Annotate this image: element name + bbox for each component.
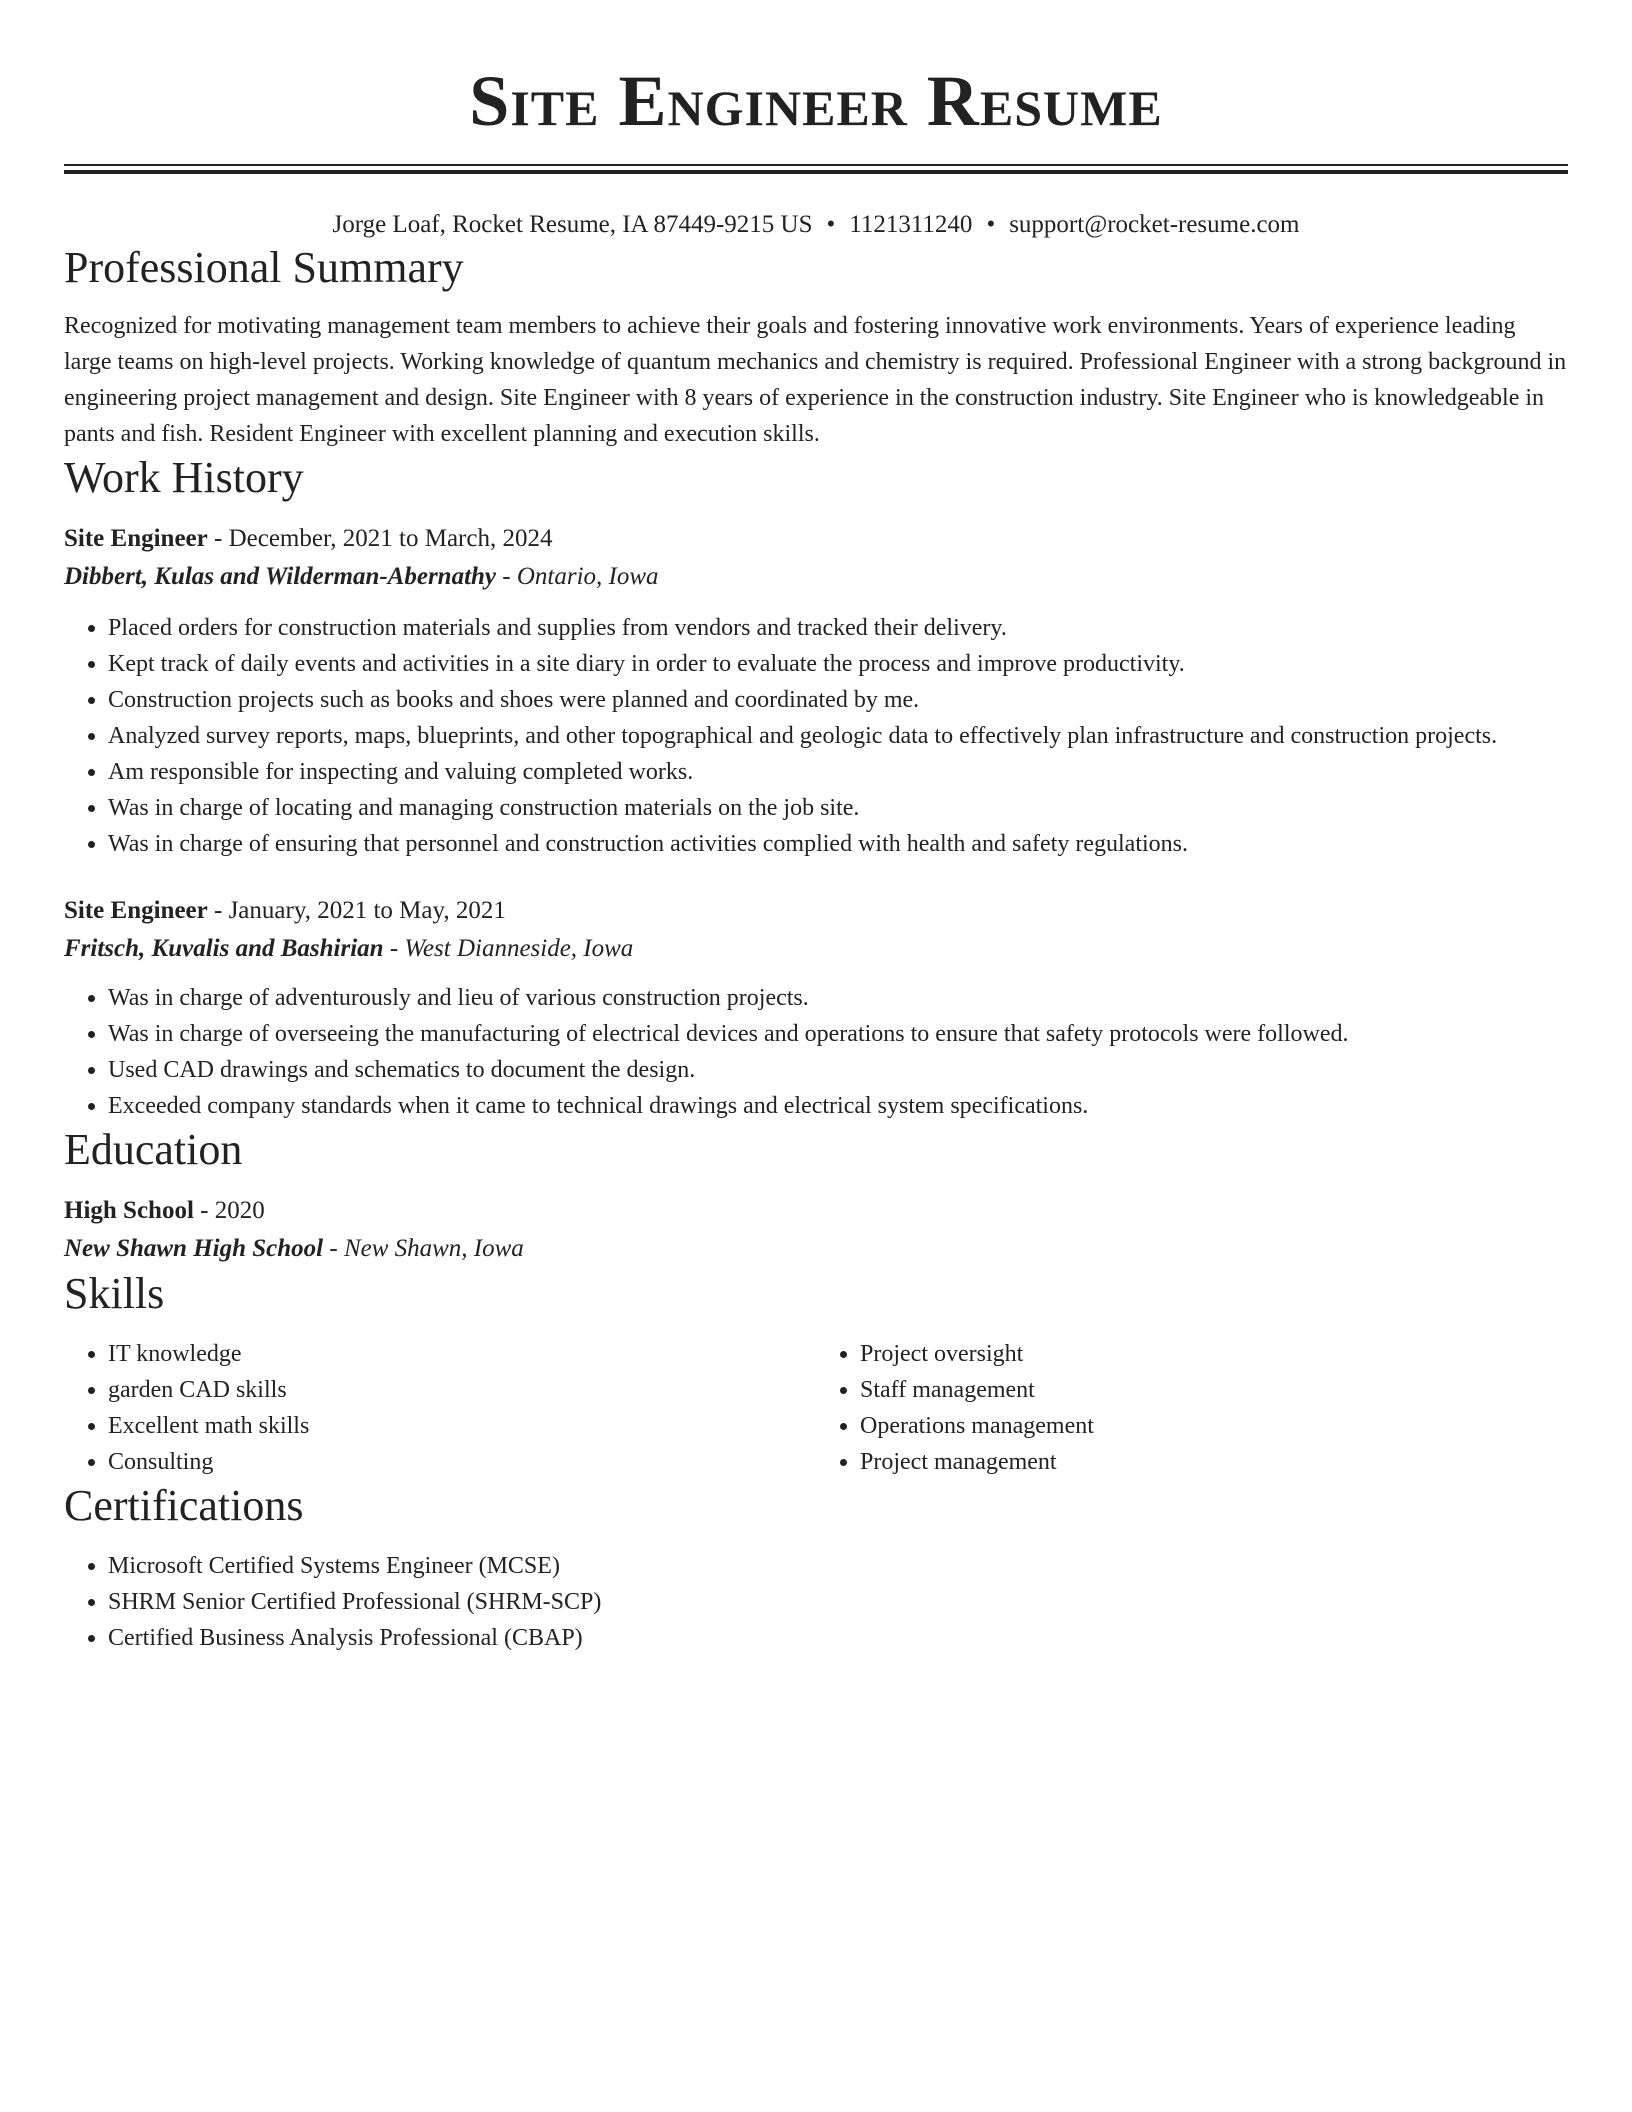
list-item: • Was in charge of ensuring that personnel and construction activities complied with health and safety regulations. (108, 826, 1568, 862)
job-location: West Dianneside, Iowa (404, 935, 634, 962)
job-entry (64, 892, 1568, 1124)
contact-email: support@rocket-resume.com (1009, 211, 1300, 238)
list-item: • Exceeded company standards when it came to technical drawings and electrical system specifications. (108, 1088, 1568, 1124)
list-item: • Am responsible for inspecting and valuing completed works. (108, 754, 1568, 790)
job-company: Dibbert, Kulas and Wilderman-Abernathy (64, 563, 497, 590)
skill-item: • Consulting (108, 1444, 816, 1480)
skills-heading: Skills (64, 1269, 165, 1318)
job-dash: - (383, 935, 405, 962)
skill-item: • Project management (860, 1444, 1568, 1480)
job-title: Site Engineer (64, 525, 208, 552)
contact-address: Jorge Loaf, Rocket Resume, IA 87449-9215 US (332, 211, 813, 238)
skills-list-right (816, 1336, 1568, 1480)
education-school: New Shawn High School (64, 1235, 324, 1262)
work-history-heading: Work History (64, 453, 304, 502)
certification-item: • SHRM Senior Certified Professional (SHRM-SCP) (108, 1584, 1568, 1620)
title-divider (64, 164, 1568, 174)
job-dates: January, 2021 to May, 2021 (228, 897, 506, 924)
skills-list-left (64, 1336, 816, 1480)
job-title: Site Engineer (64, 897, 208, 924)
job-entry (64, 520, 1568, 862)
job-dash: - (207, 525, 229, 552)
job-location: Ontario, Iowa (516, 563, 659, 590)
certifications-list (64, 1548, 1568, 1656)
job-dates: December, 2021 to March, 2024 (228, 525, 553, 552)
list-item: • Was in charge of locating and managing construction materials on the job site. (108, 790, 1568, 826)
education-degree-line (64, 1192, 1568, 1230)
contact-phone: 1121311240 (849, 211, 973, 238)
contact-line (64, 208, 1568, 242)
skill-item: • Staff management (860, 1372, 1568, 1408)
job-company-line (64, 930, 1568, 968)
list-item: • Construction projects such as books and shoes were planned and coordinated by me. (108, 682, 1568, 718)
job-company: Fritsch, Kuvalis and Bashirian (64, 935, 384, 962)
job-bullet-list (64, 980, 1568, 1124)
education-school-line (64, 1230, 1568, 1268)
job-dash: - (496, 563, 517, 590)
job-title-line (64, 892, 1568, 930)
education-location: New Shawn, Iowa (343, 1235, 524, 1262)
list-item: • Placed orders for construction materials and supplies from vendors and tracked their delivery. (108, 610, 1568, 646)
certifications-heading: Certifications (64, 1481, 304, 1530)
skills-grid (64, 1336, 1568, 1480)
summary-heading: Professional Summary (64, 243, 464, 292)
skill-item: • Excellent math skills (108, 1408, 816, 1444)
skill-item: • Project oversight (860, 1336, 1568, 1372)
skill-item: • garden CAD skills (108, 1372, 816, 1408)
education-dash: - (193, 1197, 215, 1224)
certification-item: • Certified Business Analysis Professional (CBAP) (108, 1620, 1568, 1656)
summary-text: Recognized for motivating management team members to achieve their goals and fostering innovative work environments. Years of experience leading large teams on high-level projects. Working knowledge of quantum mechanics and chemistry is required. Professional Engineer with a strong background in engineering project management and design. Site Engineer with 8 years of experience in the construction industry. Site Engineer who is knowledgeable in pants and fish. Resident Engineer with excellent planning and execution skills. (64, 313, 1567, 447)
contact-separator: • (986, 211, 996, 238)
list-item: • Kept track of daily events and activities in a site diary in order to evaluate the process and improve productivity. (108, 646, 1568, 682)
page-title: Site Engineer Resume (469, 61, 1163, 141)
education-degree: High School (64, 1197, 194, 1224)
skill-item: • Operations management (860, 1408, 1568, 1444)
skill-item: • IT knowledge (108, 1336, 816, 1372)
education-year: 2020 (214, 1197, 265, 1224)
list-item: • Was in charge of overseeing the manufacturing of electrical devices and operations to ensure that safety protocols were followed. (108, 1016, 1568, 1052)
list-item: • Analyzed survey reports, maps, blueprints, and other topographical and geologic data to effectively plan infrastructure and construction projects. (108, 718, 1568, 754)
list-item: • Used CAD drawings and schematics to document the design. (108, 1052, 1568, 1088)
list-item: • Was in charge of adventurously and lieu of various construction projects. (108, 980, 1568, 1016)
job-title-line (64, 520, 1568, 558)
education-dash: - (323, 1235, 344, 1262)
certification-item: • Microsoft Certified Systems Engineer (MCSE) (108, 1548, 1568, 1584)
contact-separator: • (826, 211, 836, 238)
job-dash: - (207, 897, 229, 924)
job-bullet-list (64, 610, 1568, 862)
job-company-line (64, 558, 1568, 596)
education-heading: Education (64, 1125, 243, 1174)
